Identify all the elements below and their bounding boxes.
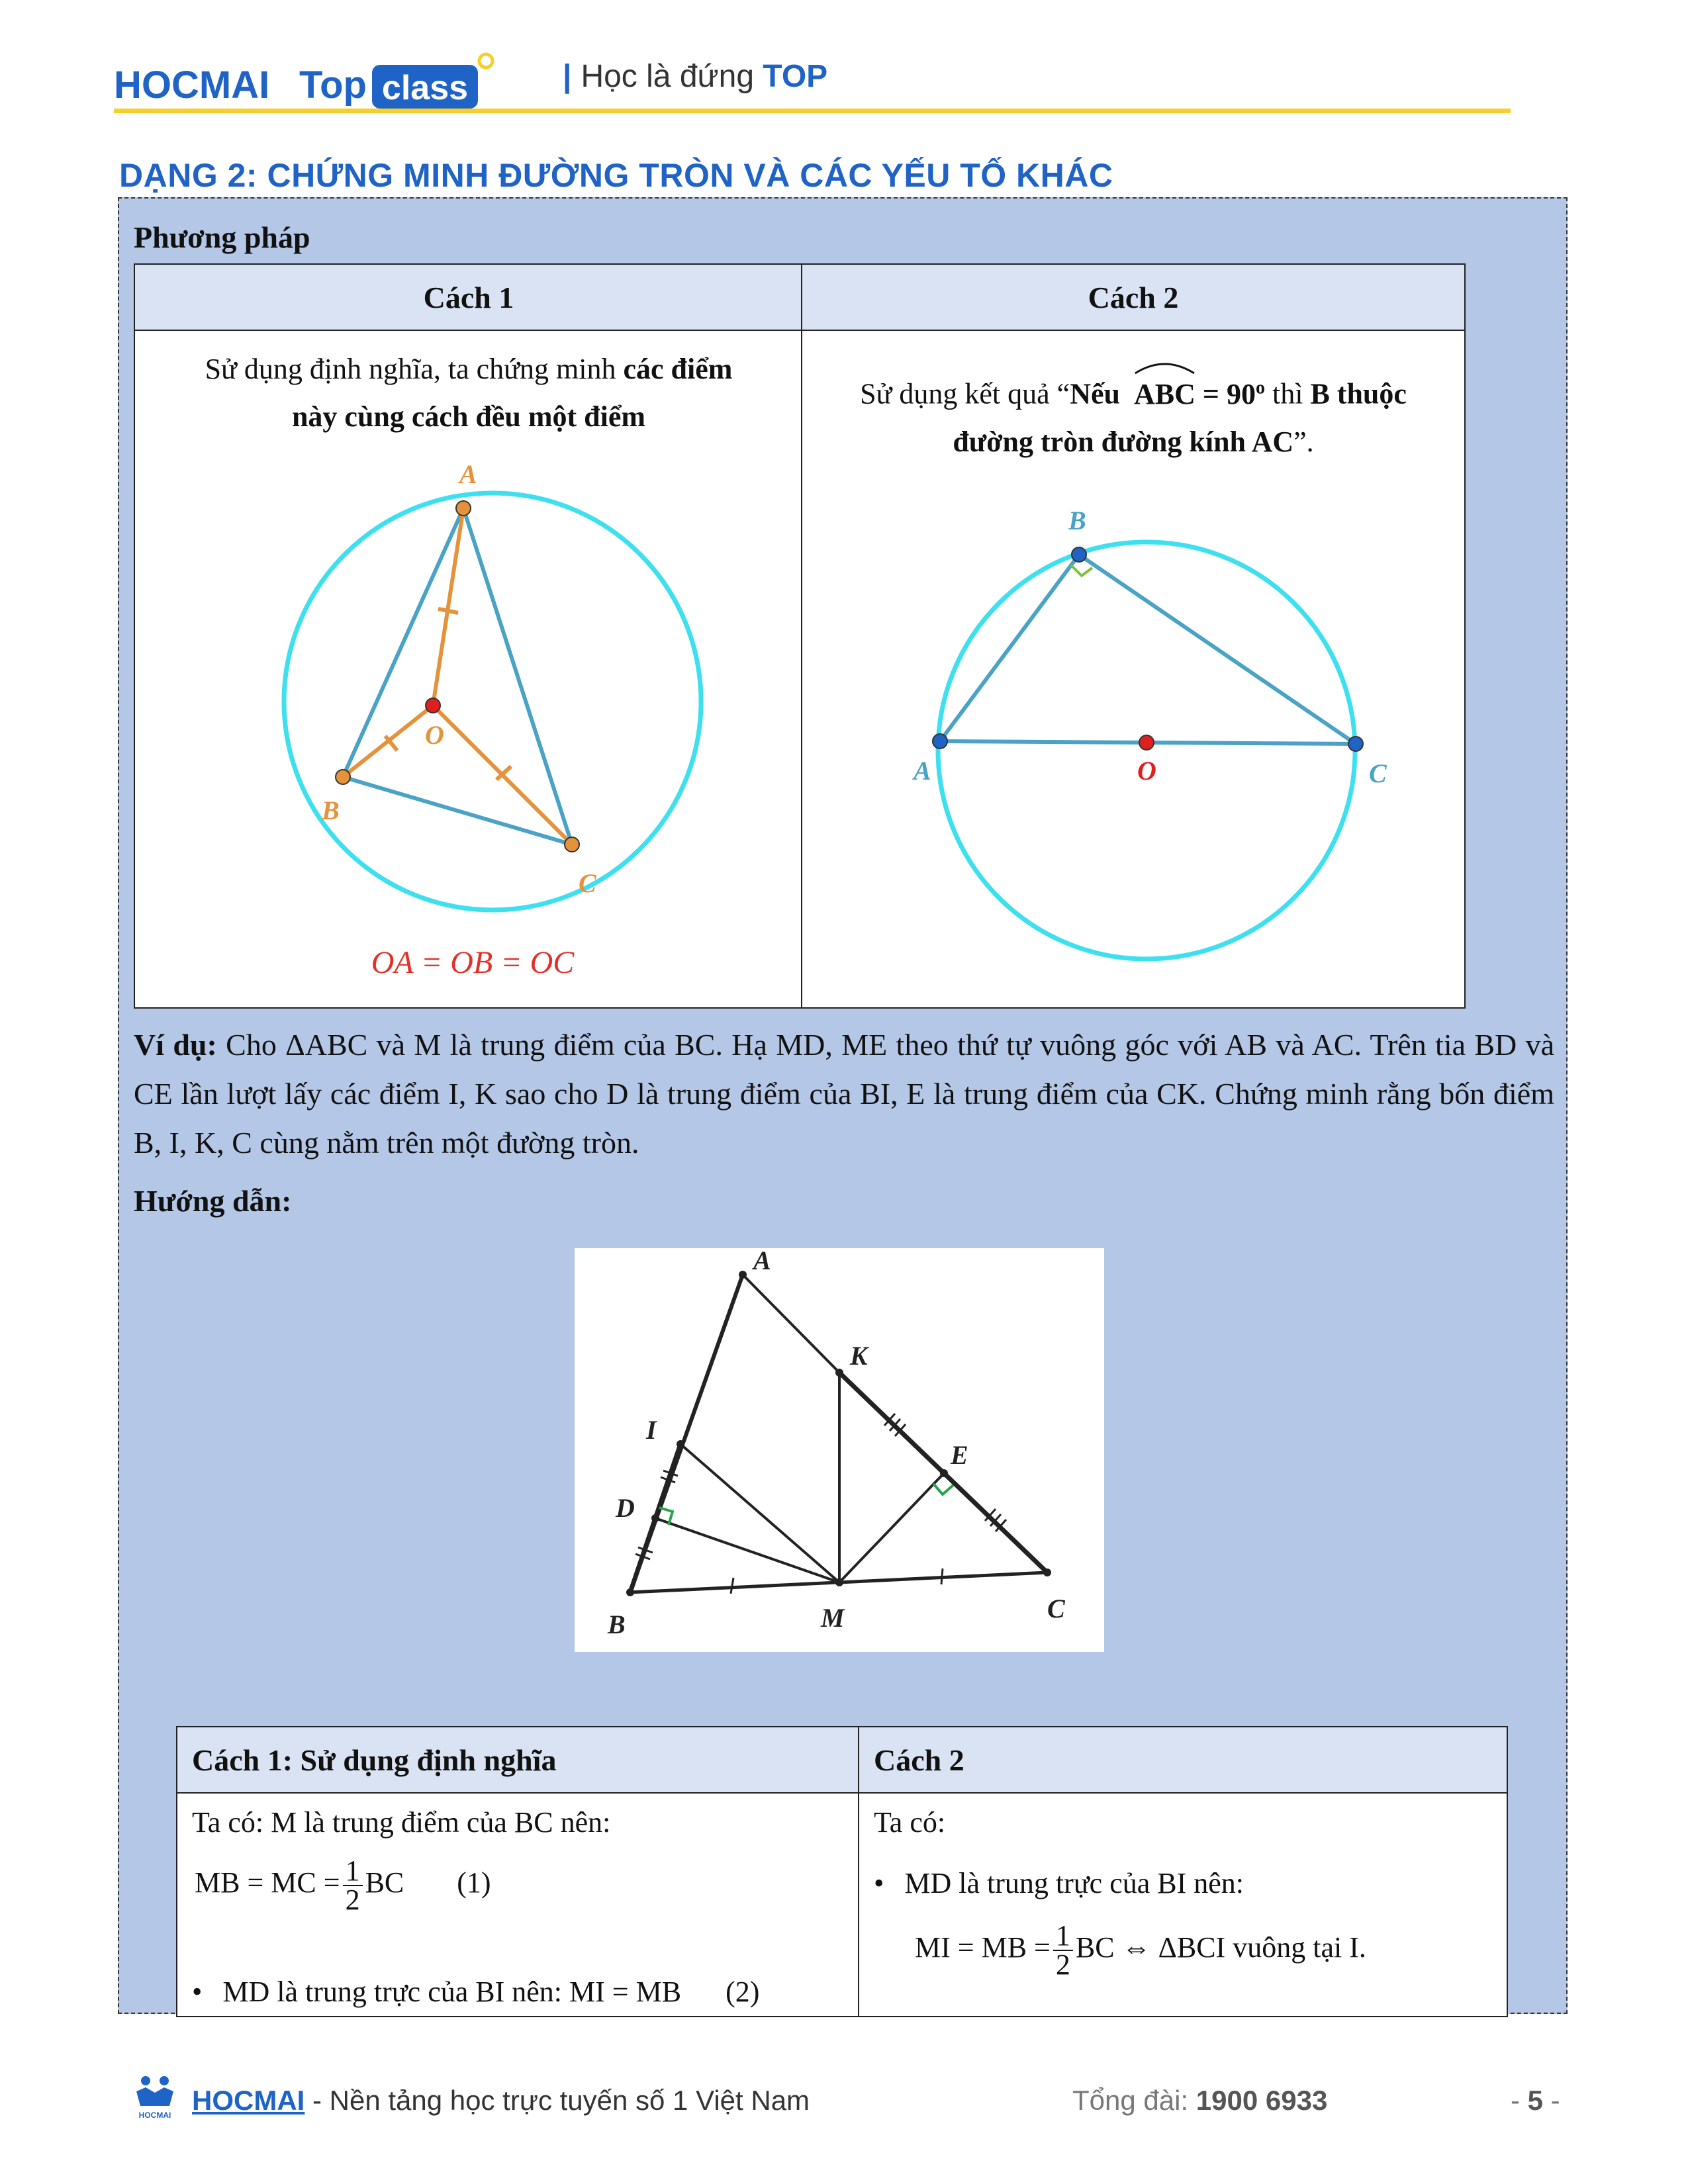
method-col2-text-close: ”. — [1293, 425, 1314, 458]
method-table-divider — [801, 265, 802, 1007]
bullet-icon: • — [874, 1867, 884, 1899]
solution-col1-bullet1 — [192, 1975, 759, 2009]
solution-col1-eq1 — [195, 1854, 491, 1916]
angle-abc — [1134, 371, 1196, 418]
equation-oa-ob-oc: OA = OB = OC — [371, 945, 575, 980]
point-b — [336, 770, 350, 784]
figure-triangle-midpoints — [575, 1248, 1104, 1652]
label-e-3: E — [951, 1440, 968, 1470]
method-col2-header: Cách 2 — [802, 265, 1464, 331]
logo-class-text: class — [381, 69, 469, 107]
point-o — [426, 698, 440, 713]
segment-im — [680, 1444, 839, 1582]
method-col1-header: Cách 1 — [135, 265, 802, 331]
solution-col1-bullet1-tag: (2) — [726, 1976, 760, 2008]
content-box — [118, 197, 1568, 2014]
method-col1-text-bold2: này cùng cách đều một điểm — [291, 400, 646, 433]
segment-bc-2 — [1079, 555, 1356, 744]
tagline-separator: | — [563, 59, 572, 94]
point-o-2 — [1139, 735, 1154, 750]
label-b-2: B — [1068, 506, 1086, 535]
page-dash-left: - — [1511, 2085, 1528, 2116]
angle-value — [1203, 378, 1265, 410]
method-col2-text-pre: Sử dụng kết quả “ — [860, 377, 1070, 410]
label-o: O — [425, 720, 444, 750]
eq2-left: MI = MB = — [915, 1931, 1051, 1964]
logo-top-text: Top — [299, 64, 367, 107]
footer-hocmai-logo-icon — [130, 2071, 180, 2122]
section-title: DẠNG 2: CHỨNG MINH ĐƯỜNG TRÒN VÀ CÁC YẾU TỐ KHÁC — [119, 157, 1113, 194]
point-k-3 — [835, 1369, 843, 1377]
segment-ab-2 — [940, 555, 1079, 741]
example-paragraph — [134, 1021, 1554, 1167]
method-col2-text-bold-end: B thuộc — [1310, 377, 1407, 410]
logo-hocmai-text: HOCMAI — [114, 64, 270, 107]
footer-slogan-text: - Nền tảng học trực tuyến số 1 Việt Nam — [305, 2085, 810, 2116]
solution-col2-bullet1-text: MD là trung trực của BI nên: — [904, 1867, 1244, 1899]
angle-eq: = 90 — [1202, 377, 1256, 410]
point-c — [565, 837, 579, 852]
header-rule — [114, 109, 1511, 113]
tick-bm — [731, 1578, 733, 1594]
guide-label: Hướng dẫn: — [134, 1184, 292, 1218]
solution-col2-line1: Ta có: — [874, 1806, 946, 1839]
point-b-2 — [1072, 547, 1086, 562]
label-m-3: M — [821, 1603, 845, 1633]
tagline-top: TOP — [763, 59, 828, 94]
circumcircle — [284, 493, 701, 910]
point-a — [456, 501, 471, 516]
footer-logo-text: HOCMAI — [138, 2111, 171, 2120]
segment-ab — [343, 508, 463, 777]
segment-em — [839, 1473, 944, 1582]
page-dash-right: - — [1543, 2085, 1560, 2116]
figure-right-angle-circle — [850, 490, 1419, 993]
hocmai-topclass-logo — [114, 52, 524, 118]
example-label: Ví dụ: — [134, 1028, 217, 1062]
segment-ak — [743, 1275, 839, 1373]
angle-sup: o — [1255, 377, 1265, 398]
solution-col1-bullet1-text: MD là trung trực của BI nên: MI = MB — [222, 1976, 682, 2008]
label-b: B — [322, 796, 340, 825]
point-i-3 — [677, 1440, 684, 1448]
right-angle-mark — [1071, 565, 1092, 576]
solution-table-divider — [858, 1727, 859, 2016]
point-c-2 — [1348, 737, 1363, 751]
eq1-tag: (1) — [457, 1866, 491, 1899]
angle-arc-icon — [1134, 359, 1196, 375]
label-c-3: C — [1047, 1594, 1065, 1623]
label-o-2: O — [1137, 756, 1156, 786]
method-label: Phương pháp — [134, 220, 310, 254]
eq1-den: 2 — [345, 1884, 360, 1916]
point-m-3 — [835, 1578, 843, 1586]
bullet-icon: • — [192, 1976, 203, 2008]
point-d-3 — [651, 1514, 659, 1522]
eq2-right: BC ⇔ ΔBCI vuông tại I. — [1075, 1931, 1366, 1964]
footer-slogan — [192, 2085, 810, 2116]
label-c: C — [579, 868, 596, 898]
solution-col1-header: Cách 1: Sử dụng định nghĩa — [177, 1727, 859, 1794]
hotline-label: Tổng đài: — [1072, 2085, 1196, 2116]
figure-circumcircle — [228, 463, 731, 993]
label-c-2: C — [1369, 758, 1387, 788]
solution-col2-bullet1 — [874, 1866, 1244, 1900]
solution-col2-header: Cách 2 — [859, 1727, 1507, 1794]
right-angle-e — [933, 1484, 953, 1494]
eq2-den: 2 — [1055, 1948, 1070, 1981]
tick-oa — [438, 609, 458, 613]
label-d-3: D — [616, 1493, 635, 1523]
point-a-3 — [739, 1271, 747, 1279]
example-text: Cho ΔABC và M là trung điểm của BC. Hạ MD, ME theo thứ tự vuông góc với AB và AC. Trên tia BD và CE lần lượt lấy các điểm I, K sao cho D là trung điểm của BI, E là trung điểm của CK. Chứng minh rằng bốn điểm B, I, K, C cùng nằm trên một đường tròn. — [134, 1028, 1555, 1160]
point-b-3 — [626, 1588, 634, 1596]
tick-mc — [941, 1569, 943, 1584]
point-a-2 — [933, 734, 947, 749]
logo-sun-icon — [479, 54, 492, 68]
angle-abc-name: ABC — [1134, 377, 1196, 410]
eq1-right: BC — [365, 1866, 404, 1899]
footer-page-number — [1511, 2085, 1560, 2116]
method-col1-text-pre: Sử dụng định nghĩa, ta chứng minh — [205, 353, 616, 385]
method-col2-text-thi: thì — [1272, 377, 1303, 410]
eq1-fraction — [343, 1854, 363, 1916]
segment-dm — [655, 1518, 839, 1582]
label-k-3: K — [850, 1341, 868, 1371]
eq2-fraction — [1053, 1919, 1073, 1981]
footer-hotline — [1072, 2085, 1327, 2116]
label-i-3: I — [646, 1415, 657, 1445]
eq2-num: 1 — [1053, 1922, 1073, 1951]
label-a: A — [459, 463, 477, 489]
method-col2-text-neu: Nếu — [1070, 377, 1120, 410]
segment-ac — [463, 508, 572, 844]
method-table — [134, 263, 1466, 1009]
label-a-2: A — [914, 756, 931, 786]
label-b-3: B — [608, 1610, 626, 1639]
label-a-3: A — [753, 1248, 771, 1275]
method-col1-text — [148, 345, 789, 441]
page-number: 5 — [1527, 2085, 1544, 2116]
solution-col1-line1: Ta có: M là trung điểm của BC nên: — [192, 1806, 611, 1839]
solution-col2-eq — [915, 1919, 1366, 1981]
method-col1-text-bold1: các điểm — [623, 353, 733, 385]
point-c-3 — [1043, 1569, 1051, 1576]
footer-brand-link[interactable]: HOCMAI — [192, 2085, 305, 2116]
tagline-text: Học là đứng — [581, 59, 755, 94]
method-col2-text-line2: đường tròn đường kính AC — [953, 425, 1294, 458]
point-e-3 — [940, 1469, 948, 1477]
hotline-number: 1900 6933 — [1196, 2085, 1328, 2116]
method-col2-text — [816, 364, 1451, 466]
solution-table — [176, 1726, 1508, 2017]
eq1-left: MB = MC = — [195, 1866, 340, 1899]
header-tagline — [563, 58, 827, 95]
eq1-num: 1 — [343, 1857, 363, 1886]
